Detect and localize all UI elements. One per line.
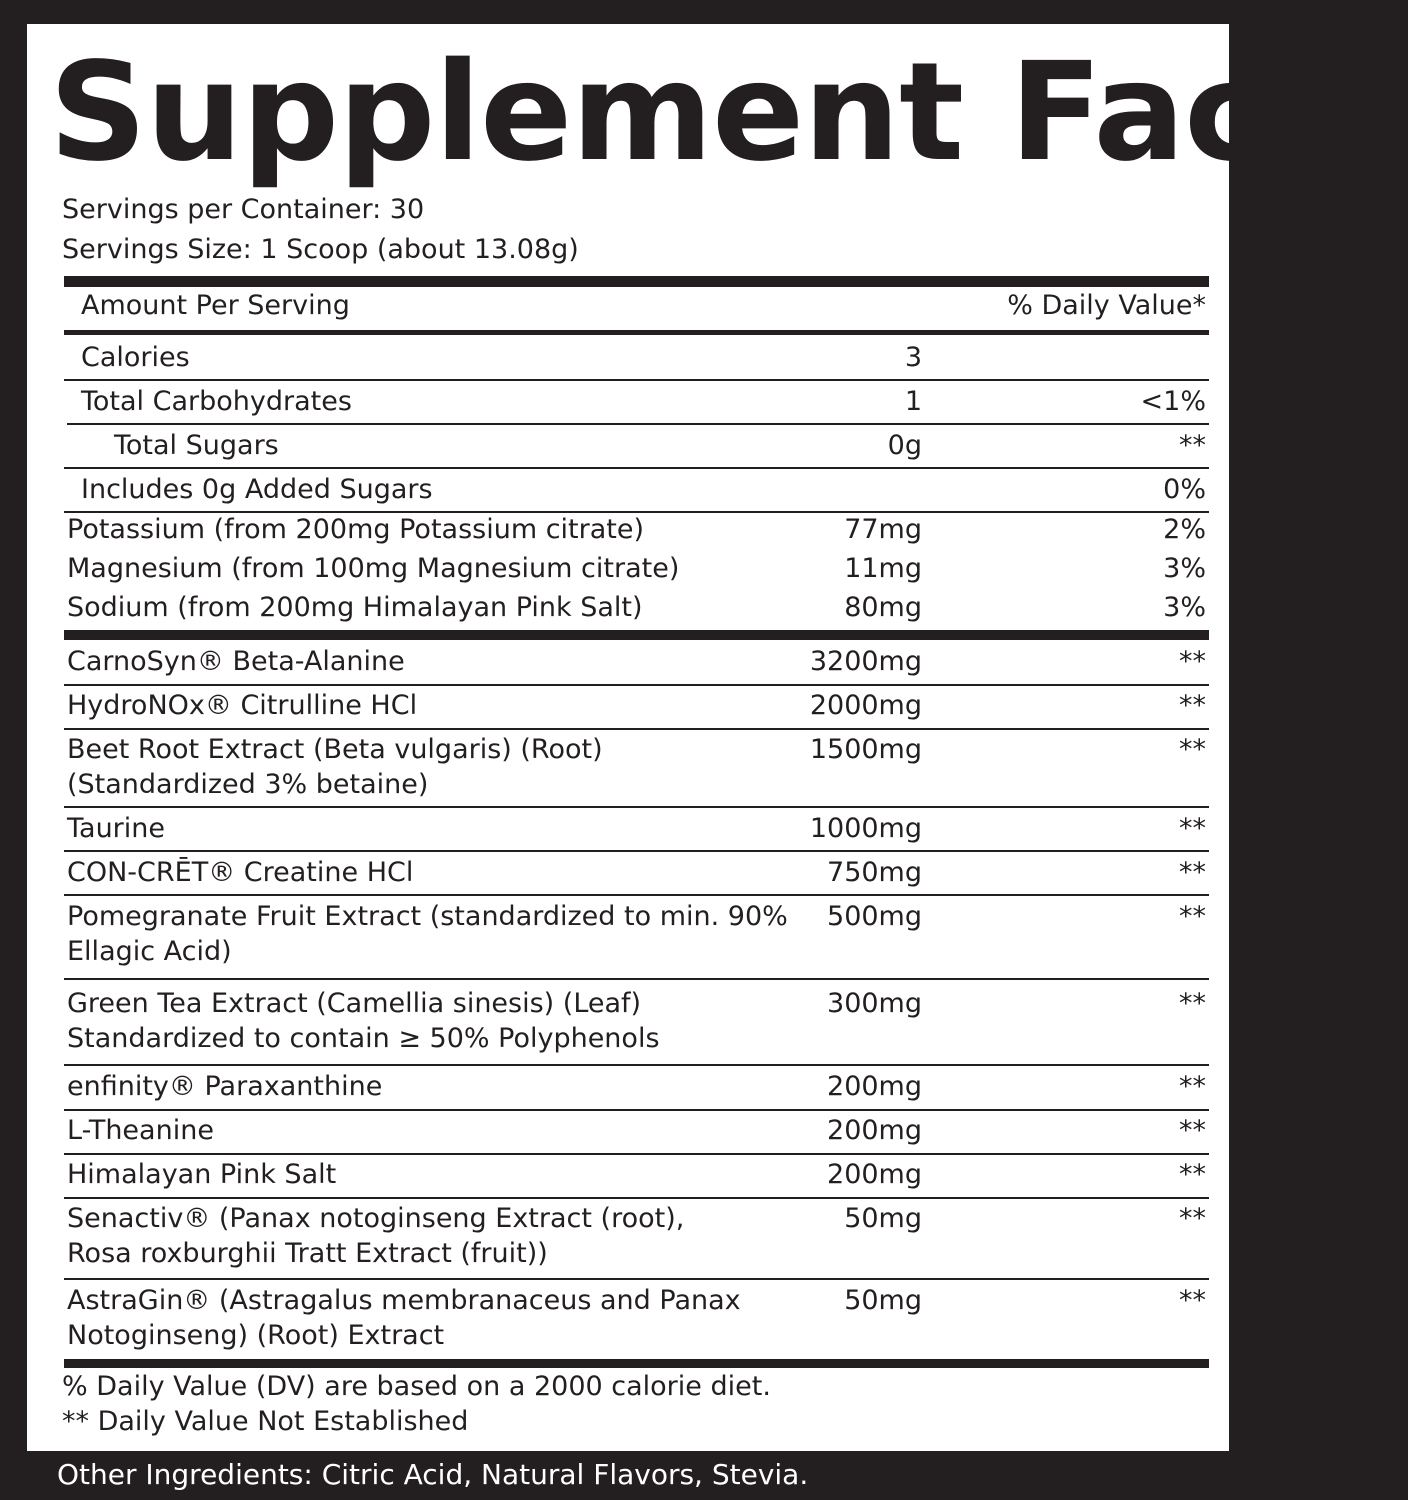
nutrient-label: Calories bbox=[81, 342, 190, 373]
ingredient-amount: 200mg bbox=[827, 1159, 922, 1190]
header-divider bbox=[64, 330, 1209, 335]
row-divider bbox=[64, 684, 1209, 686]
ingredient-amount: 2000mg bbox=[809, 690, 922, 721]
ingredient-label: HydroNOx® Citrulline HCl bbox=[67, 690, 418, 721]
ingredient-label: CON-CRĒT® Creatine HCl bbox=[67, 857, 414, 888]
ingredient-dv: ** bbox=[1179, 734, 1206, 765]
nutrient-label: Total Sugars bbox=[114, 430, 279, 461]
thick-divider-bottom bbox=[64, 1359, 1209, 1368]
row-divider bbox=[67, 423, 1209, 425]
row-divider bbox=[64, 728, 1209, 730]
row-divider bbox=[64, 1109, 1209, 1111]
nutrient-amount: 3 bbox=[904, 342, 922, 373]
nutrient-label: Includes 0g Added Sugars bbox=[81, 474, 433, 505]
ingredient-label-line2: Notoginseng) (Root) Extract bbox=[67, 1320, 445, 1351]
thick-divider-middle bbox=[64, 630, 1209, 640]
ingredient-label-line2: Ellagic Acid) bbox=[67, 936, 232, 967]
row-divider bbox=[64, 850, 1209, 852]
ingredient-amount: 50mg bbox=[844, 1203, 922, 1234]
ingredient-amount: 3200mg bbox=[809, 646, 922, 677]
supplement-facts-panel bbox=[27, 24, 1408, 1451]
nutrient-label: Magnesium (from 100mg Magnesium citrate) bbox=[67, 553, 680, 584]
ingredient-label-line2: Standardized to contain ≥ 50% Polyphenols bbox=[67, 1023, 660, 1054]
row-divider bbox=[64, 467, 1209, 469]
ingredient-dv: ** bbox=[1179, 1159, 1206, 1190]
row-divider bbox=[64, 379, 1209, 381]
ingredient-amount: 300mg bbox=[827, 988, 922, 1019]
row-divider bbox=[64, 978, 1209, 980]
ingredient-dv: ** bbox=[1179, 988, 1206, 1019]
nutrient-amount: 77mg bbox=[844, 514, 922, 545]
serving-size: Servings Size: 1 Scoop (about 13.08g) bbox=[62, 234, 579, 265]
ingredient-dv: ** bbox=[1179, 1115, 1206, 1146]
nutrient-label: Total Carbohydrates bbox=[81, 386, 352, 417]
ingredient-amount: 200mg bbox=[827, 1071, 922, 1102]
ingredient-dv: ** bbox=[1179, 690, 1206, 721]
ingredient-label-line2: Rosa roxburghii Tratt Extract (fruit)) bbox=[67, 1238, 548, 1269]
ingredient-label: Pomegranate Fruit Extract (standardized to min. 90% bbox=[67, 901, 788, 932]
ingredient-label: CarnoSyn® Beta-Alanine bbox=[67, 646, 405, 677]
amount-per-serving-label: Amount Per Serving bbox=[81, 290, 350, 321]
row-divider bbox=[64, 894, 1209, 896]
nutrient-amount: 1 bbox=[904, 386, 922, 417]
nutrient-amount: 80mg bbox=[844, 592, 922, 623]
row-divider bbox=[64, 1197, 1209, 1199]
ingredient-amount: 50mg bbox=[844, 1285, 922, 1316]
thick-divider-top bbox=[64, 276, 1209, 287]
row-divider bbox=[64, 806, 1209, 808]
ingredient-amount: 200mg bbox=[827, 1115, 922, 1146]
ingredient-label: AstraGin® (Astragalus membranaceus and Panax bbox=[67, 1285, 741, 1316]
footnote-daily-value: % Daily Value (DV) are based on a 2000 calorie diet. bbox=[62, 1371, 771, 1402]
ingredient-label: Senactiv® (Panax notoginseng Extract (root), bbox=[67, 1203, 685, 1234]
ingredient-label-line2: (Standardized 3% betaine) bbox=[67, 769, 429, 800]
nutrient-dv: 3% bbox=[1163, 592, 1206, 623]
nutrient-dv: 3% bbox=[1163, 553, 1206, 584]
ingredient-dv: ** bbox=[1179, 1285, 1206, 1316]
nutrient-amount: 0g bbox=[887, 430, 922, 461]
nutrient-dv: 0% bbox=[1163, 474, 1206, 505]
row-divider bbox=[64, 1064, 1209, 1066]
panel-title: Supplement Facts bbox=[49, 34, 1408, 192]
row-divider bbox=[64, 1153, 1209, 1155]
ingredient-label: Taurine bbox=[67, 813, 166, 844]
nutrient-amount: 11mg bbox=[844, 553, 922, 584]
ingredient-amount: 500mg bbox=[827, 901, 922, 932]
nutrient-label: Sodium (from 200mg Himalayan Pink Salt) bbox=[67, 592, 643, 623]
nutrient-dv: 2% bbox=[1163, 514, 1206, 545]
nutrient-dv: <1% bbox=[1140, 386, 1206, 417]
ingredient-dv: ** bbox=[1179, 857, 1206, 888]
ingredient-amount: 1500mg bbox=[809, 734, 922, 765]
row-divider bbox=[64, 1278, 1209, 1280]
ingredient-label: L-Theanine bbox=[67, 1115, 214, 1146]
footnote-not-established: ** Daily Value Not Established bbox=[62, 1406, 469, 1437]
ingredient-dv: ** bbox=[1179, 813, 1206, 844]
nutrient-label: Potassium (from 200mg Potassium citrate) bbox=[67, 514, 645, 545]
ingredient-label: enfinity® Paraxanthine bbox=[67, 1071, 383, 1102]
nutrient-dv: ** bbox=[1179, 430, 1206, 461]
ingredient-label: Green Tea Extract (Camellia sinesis) (Leaf) bbox=[67, 988, 642, 1019]
ingredient-amount: 750mg bbox=[827, 857, 922, 888]
ingredient-dv: ** bbox=[1179, 901, 1206, 932]
ingredient-dv: ** bbox=[1179, 1203, 1206, 1234]
other-ingredients: Other Ingredients: Citric Acid, Natural Flavors, Stevia. bbox=[57, 1458, 809, 1491]
ingredient-dv: ** bbox=[1179, 1071, 1206, 1102]
ingredient-dv: ** bbox=[1179, 646, 1206, 677]
ingredient-amount: 1000mg bbox=[809, 813, 922, 844]
servings-per-container: Servings per Container: 30 bbox=[62, 194, 425, 225]
daily-value-header: % Daily Value* bbox=[1007, 290, 1206, 321]
ingredient-label: Beet Root Extract (Beta vulgaris) (Root) bbox=[67, 734, 603, 765]
ingredient-label: Himalayan Pink Salt bbox=[67, 1159, 337, 1190]
